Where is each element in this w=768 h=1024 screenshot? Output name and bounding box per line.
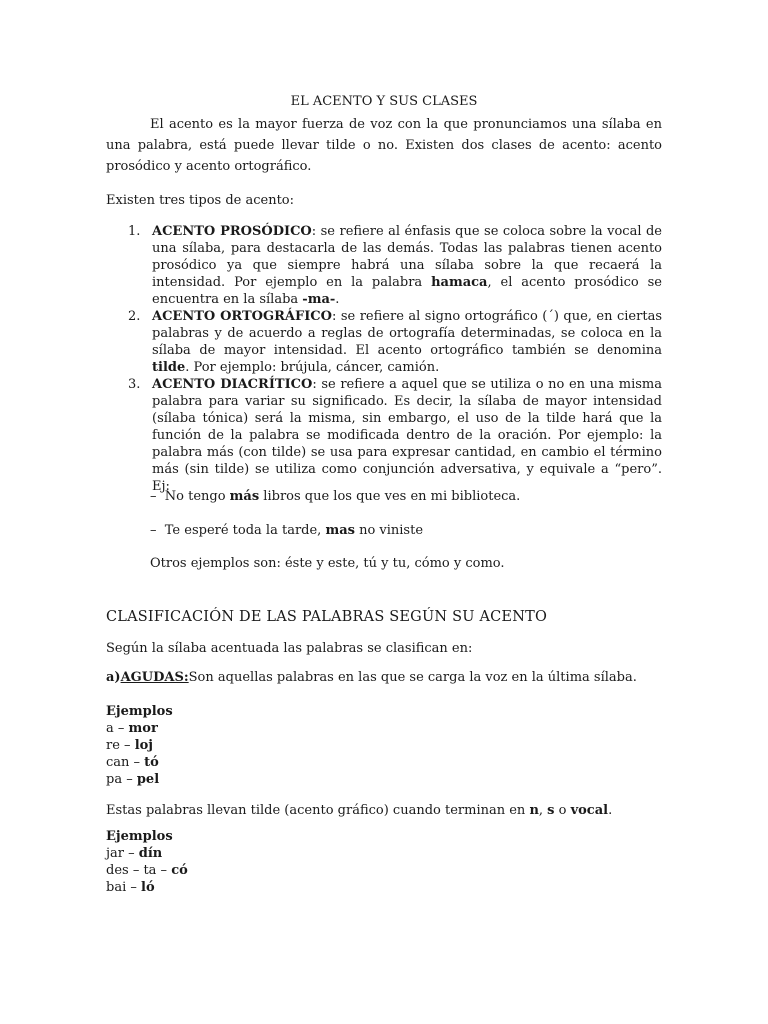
bold-word: hamaca xyxy=(431,275,488,290)
dash: – xyxy=(150,523,157,538)
list-text: . Por ejemplo: brújula, cáncer, camión. xyxy=(185,360,440,375)
list-text: : se refiere a aquel que se utiliza o no en una misma palabra para variar su significado. Es decir, la sílaba de mayor intensidad (sílaba tónica) será la misma, sin embargo, el uso de la tilde hará que la función de la palabra se modificada dentro de la oración. Por ejemplo: la palabra más (con tilde) se usa para expresar cantidad, en cambio el término más (sin tilde) se utiliza como conjunción adversativa, y equivale a “pero”. Ej: xyxy=(152,377,662,494)
agudas-label: AGUDAS: xyxy=(120,670,189,685)
list-item-diacritico xyxy=(106,376,662,495)
bold-word: más xyxy=(229,489,260,504)
example-word: can – tó xyxy=(106,755,159,770)
other-examples: Otros ejemplos son: éste y este, tú y tu, cómo y como. xyxy=(150,556,505,571)
examples-block-1 xyxy=(106,703,173,788)
dash: – xyxy=(150,489,157,504)
bold-word: -ma- xyxy=(302,292,336,307)
examples-heading: Ejemplos xyxy=(106,704,173,719)
intro-paragraph: El acento es la mayor fuerza de voz con la que pronunciamos una sílaba en una palabra, está puede llevar tilde o no. Existen dos clases de acento: acento prosódico y acento ortográfico. xyxy=(106,117,662,174)
example-word: jar – dín xyxy=(106,846,163,861)
list-text: , el acento prosódico se encuentra en la sílaba xyxy=(152,275,662,307)
example-word: bai – ló xyxy=(106,880,155,895)
list-text: : se refiere al énfasis que se coloca sobre la vocal de una sílaba, para destacarla de las demás. Todas las palabras tienen acento prosódico ya que siempre habrá una sílaba sobre la que recaerá la intensidad. Por ejemplo en la palabra xyxy=(152,224,662,290)
bullet-text: libros que los que ves en mi biblioteca. xyxy=(259,489,521,504)
list-heading: ACENTO DIACRÍTICO xyxy=(152,377,313,392)
tilde-rule: Estas palabras llevan tilde (acento gráfico) cuando terminan en n, s o vocal. xyxy=(106,803,613,818)
list-number: 2. xyxy=(128,309,141,324)
list-item-prosodico xyxy=(106,223,662,308)
agudas-text: Son aquellas palabras en las que se carga la voz en la última sílaba. xyxy=(188,670,637,685)
list-prefix: a) xyxy=(106,670,121,685)
section-title: CLASIFICACIÓN DE LAS PALABRAS SEGÚN SU ACENTO xyxy=(106,609,548,625)
page-title: EL ACENTO Y SUS CLASES xyxy=(290,94,478,109)
list-text: : se refiere al signo ortográfico (´) que, en ciertas palabras y de acuerdo a reglas de ortografía determinadas, se coloca en la sílaba de mayor intensidad. El acento ortográfico también se denomina xyxy=(152,309,662,358)
agudas-definition xyxy=(106,669,637,686)
examples-heading: Ejemplos xyxy=(106,829,173,844)
examples-block-2 xyxy=(106,828,188,896)
example-word: des – ta – có xyxy=(106,863,188,878)
bullet-text: Te esperé toda la tarde, xyxy=(164,523,326,538)
list-number: 1. xyxy=(128,224,141,239)
bullet-text: No tengo xyxy=(164,489,230,504)
list-heading: ACENTO ORTOGRÁFICO xyxy=(152,309,332,324)
example-word: re – loj xyxy=(106,738,154,753)
bullet-item xyxy=(150,522,662,539)
list-item-ortografico xyxy=(106,308,662,376)
example-word: pa – pel xyxy=(106,772,160,787)
list-heading: ACENTO PROSÓDICO xyxy=(152,224,312,239)
example-bullets xyxy=(150,488,662,539)
bold-word: tilde xyxy=(152,360,186,375)
bold-word: mas xyxy=(325,523,355,538)
list-text: . xyxy=(335,292,340,307)
list-number: 3. xyxy=(128,377,141,392)
bullet-item xyxy=(150,488,662,505)
types-intro: Existen tres tipos de acento: xyxy=(106,193,295,208)
example-word: a – mor xyxy=(106,721,158,736)
section-intro: Según la sílaba acentuada las palabras se clasifican en: xyxy=(106,641,473,656)
accent-types-list xyxy=(106,223,662,495)
bullet-text: no viniste xyxy=(354,523,424,538)
